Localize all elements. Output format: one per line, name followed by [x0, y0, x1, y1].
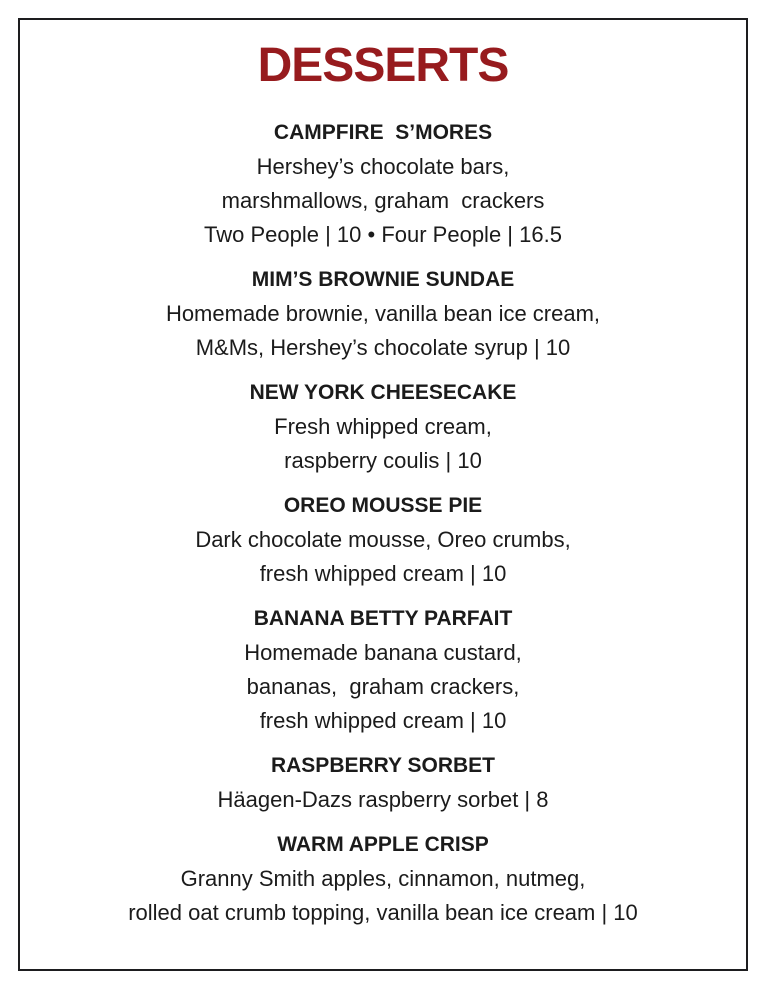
menu-item-banana-betty-parfait: [20, 602, 746, 738]
item-price-line: rolled oat crumb topping, vanilla bean ice cream | 10: [128, 900, 638, 925]
item-price-line: fresh whipped cream | 10: [259, 708, 507, 733]
menu-item-campfire-smores: [20, 116, 746, 252]
item-name: BANANA BETTY PARFAIT: [253, 607, 513, 630]
item-description-line: Dark chocolate mousse, Oreo crumbs,: [195, 527, 571, 552]
item-description-line: bananas, graham crackers,: [246, 674, 520, 699]
item-price-line: fresh whipped cream | 10: [259, 561, 507, 586]
item-description-line: marshmallows, graham crackers: [221, 188, 545, 213]
item-description-line: Homemade banana custard,: [244, 640, 522, 665]
menu-item-mims-brownie-sundae: [20, 263, 746, 365]
item-description-line: Fresh whipped cream,: [274, 414, 492, 439]
item-price-line: raspberry coulis | 10: [284, 448, 482, 473]
item-price-line: M&Ms, Hershey’s chocolate syrup | 10: [195, 335, 571, 360]
item-description-line: Homemade brownie, vanilla bean ice cream,: [165, 301, 601, 326]
item-price-line: Two People | 10 • Four People | 16.5: [204, 222, 562, 247]
menu-item-new-york-cheesecake: [20, 376, 746, 478]
item-description-line: Hershey’s chocolate bars,: [256, 154, 510, 179]
item-name: MIM’S BROWNIE SUNDAE: [251, 268, 515, 291]
item-name: NEW YORK CHEESECAKE: [249, 381, 517, 404]
menu-item-raspberry-sorbet: [20, 749, 746, 817]
item-price-line: Häagen-Dazs raspberry sorbet | 8: [217, 787, 549, 812]
item-name: RASPBERRY SORBET: [270, 754, 496, 777]
item-name: CAMPFIRE S’MORES: [273, 121, 493, 144]
menu-border: [18, 18, 748, 971]
menu-item-warm-apple-crisp: [20, 828, 746, 930]
item-name: OREO MOUSSE PIE: [283, 494, 483, 517]
item-name: WARM APPLE CRISP: [277, 833, 489, 856]
item-description-line: Granny Smith apples, cinnamon, nutmeg,: [180, 866, 586, 891]
menu-title: DESSERTS: [257, 39, 509, 92]
menu-item-oreo-mousse-pie: [20, 489, 746, 591]
